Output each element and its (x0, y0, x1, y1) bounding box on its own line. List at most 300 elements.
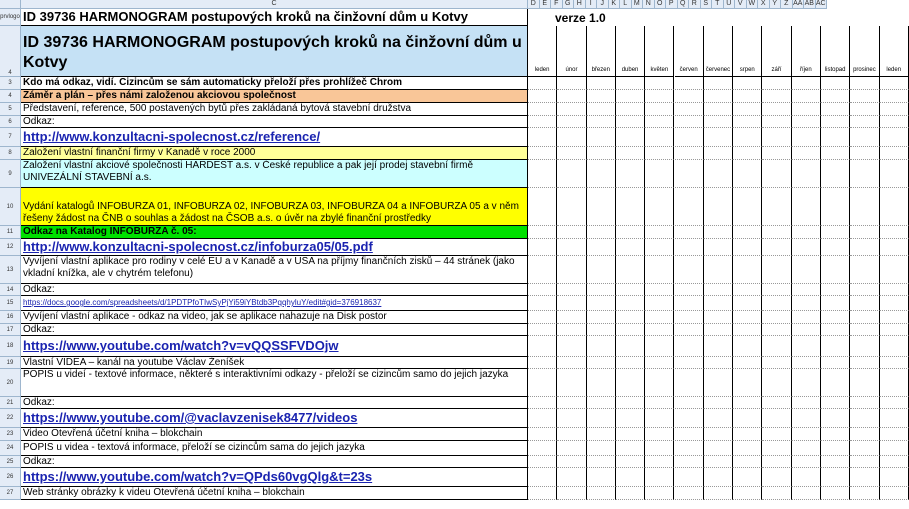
timeline-cell[interactable] (850, 324, 879, 336)
timeline-cell[interactable] (645, 441, 674, 456)
column-header[interactable]: Q (678, 0, 690, 9)
timeline-cell[interactable] (587, 160, 616, 188)
timeline-cell[interactable] (675, 487, 704, 500)
row-header[interactable]: 26 (0, 468, 21, 487)
timeline-cell[interactable] (645, 239, 674, 256)
version-cell[interactable]: verze 1.0 (555, 11, 606, 25)
timeline-cell[interactable] (528, 409, 557, 428)
hyperlink[interactable]: https://www.youtube.com/watch?v=vQQSSFVDOjw (23, 338, 339, 353)
timeline-cell[interactable] (557, 77, 586, 90)
timeline-cell[interactable] (733, 369, 762, 397)
timeline-cell[interactable] (557, 284, 586, 296)
timeline-cell[interactable] (675, 357, 704, 369)
timeline-cell[interactable] (880, 487, 909, 500)
timeline-cell[interactable] (587, 239, 616, 256)
timeline-cell[interactable] (850, 256, 879, 284)
timeline-cell[interactable] (821, 128, 850, 147)
timeline-cell[interactable] (528, 311, 557, 324)
timeline-cell[interactable] (616, 296, 645, 311)
timeline-cell[interactable] (557, 428, 586, 441)
timeline-cell[interactable] (675, 239, 704, 256)
column-header-c[interactable]: C (21, 0, 528, 9)
timeline-cell[interactable] (528, 226, 557, 239)
timeline-cell[interactable] (528, 357, 557, 369)
hyperlink[interactable]: https://www.youtube.com/@vaclavzenisek8477/videos (23, 410, 358, 425)
timeline-cell[interactable] (762, 90, 791, 103)
timeline-cell[interactable] (587, 90, 616, 103)
timeline-cell[interactable] (557, 311, 586, 324)
timeline-cell[interactable] (762, 147, 791, 160)
timeline-cell[interactable] (850, 226, 879, 239)
row-header[interactable]: 19 (0, 357, 21, 369)
timeline-cell[interactable] (733, 441, 762, 456)
timeline-cell[interactable] (557, 456, 586, 468)
timeline-cell[interactable] (645, 116, 674, 128)
timeline-cell[interactable] (645, 77, 674, 90)
timeline-cell[interactable] (528, 324, 557, 336)
timeline-cell[interactable] (587, 284, 616, 296)
column-header[interactable]: F (551, 0, 563, 9)
timeline-cell[interactable] (675, 468, 704, 487)
timeline-cell[interactable] (733, 116, 762, 128)
month-header[interactable]: březen (587, 26, 616, 77)
timeline-cell[interactable] (792, 441, 821, 456)
timeline-cell[interactable] (675, 188, 704, 226)
timeline-cell[interactable] (792, 103, 821, 116)
hyperlink[interactable]: http://www.konzultacni-spolecnost.cz/infoburza05/05.pdf (23, 239, 373, 254)
timeline-cell[interactable] (645, 284, 674, 296)
timeline-cell[interactable] (821, 77, 850, 90)
timeline-cell[interactable] (616, 311, 645, 324)
timeline-cell[interactable] (850, 311, 879, 324)
timeline-cell[interactable] (645, 409, 674, 428)
month-header[interactable]: červenec (704, 26, 733, 77)
timeline-cell[interactable] (733, 128, 762, 147)
timeline-cell[interactable] (616, 468, 645, 487)
timeline-cell[interactable] (792, 311, 821, 324)
timeline-cell[interactable] (821, 188, 850, 226)
corner-select-all[interactable] (0, 0, 21, 9)
timeline-cell[interactable] (675, 409, 704, 428)
timeline-cell[interactable] (645, 226, 674, 239)
timeline-cell[interactable] (587, 441, 616, 456)
timeline-cell[interactable] (733, 160, 762, 188)
timeline-cell[interactable] (762, 357, 791, 369)
timeline-cell[interactable] (616, 324, 645, 336)
timeline-cell[interactable] (587, 226, 616, 239)
timeline-cell[interactable] (587, 128, 616, 147)
timeline-cell[interactable] (557, 336, 586, 357)
hyperlink-cell[interactable] (21, 409, 528, 428)
timeline-cell[interactable] (880, 357, 909, 369)
timeline-cell[interactable] (821, 226, 850, 239)
timeline-cell[interactable] (792, 90, 821, 103)
row-header[interactable]: 20 (0, 369, 21, 397)
timeline-cell[interactable] (616, 77, 645, 90)
timeline-cell[interactable] (792, 456, 821, 468)
timeline-cell[interactable] (821, 103, 850, 116)
timeline-cell[interactable] (792, 409, 821, 428)
timeline-cell[interactable] (557, 128, 586, 147)
timeline-cell[interactable] (880, 409, 909, 428)
timeline-cell[interactable] (675, 160, 704, 188)
row-header[interactable]: 5 (0, 103, 21, 116)
timeline-cell[interactable] (850, 428, 879, 441)
timeline-cell[interactable] (645, 397, 674, 409)
timeline-cell[interactable] (762, 369, 791, 397)
timeline-cell[interactable] (675, 128, 704, 147)
timeline-cell[interactable] (528, 116, 557, 128)
timeline-cell[interactable] (675, 369, 704, 397)
timeline-cell[interactable] (675, 397, 704, 409)
text-cell[interactable]: Vlastní VIDEA – kanál na youtube Václav Ženíšek (21, 357, 528, 369)
timeline-cell[interactable] (821, 468, 850, 487)
column-header[interactable]: V (735, 0, 747, 9)
timeline-cell[interactable] (792, 239, 821, 256)
timeline-cell[interactable] (762, 468, 791, 487)
timeline-cell[interactable] (821, 357, 850, 369)
timeline-cell[interactable] (557, 160, 586, 188)
timeline-cell[interactable] (821, 397, 850, 409)
timeline-cell[interactable] (557, 369, 586, 397)
timeline-cell[interactable] (616, 336, 645, 357)
row-header[interactable]: 4 (0, 26, 21, 77)
month-header[interactable]: leden (880, 26, 909, 77)
text-cell[interactable]: Odkaz: (21, 116, 528, 128)
timeline-cell[interactable] (616, 441, 645, 456)
timeline-cell[interactable] (704, 226, 733, 239)
timeline-cell[interactable] (587, 324, 616, 336)
row-header[interactable]: 23 (0, 428, 21, 441)
column-header[interactable]: Y (770, 0, 782, 9)
timeline-cell[interactable] (704, 160, 733, 188)
column-header[interactable]: AB (804, 0, 814, 7)
text-cell[interactable]: Odkaz: (21, 397, 528, 409)
timeline-cell[interactable] (792, 357, 821, 369)
row-header[interactable]: prvlogo (0, 9, 21, 26)
hyperlink-cell[interactable] (21, 239, 528, 256)
timeline-cell[interactable] (675, 336, 704, 357)
timeline-cell[interactable] (880, 441, 909, 456)
timeline-cell[interactable] (557, 103, 586, 116)
timeline-cell[interactable] (762, 311, 791, 324)
timeline-cell[interactable] (762, 188, 791, 226)
timeline-cell[interactable] (587, 311, 616, 324)
text-cell[interactable]: Založení vlastní akciové společnosti HARDEST a.s. v České republice a pak její prodej stavební firmě UNIVEZÁLNÍ STAVEBNÍ a.s. (21, 160, 528, 188)
timeline-cell[interactable] (704, 77, 733, 90)
timeline-cell[interactable] (645, 256, 674, 284)
timeline-cell[interactable] (587, 357, 616, 369)
row-header[interactable]: 11 (0, 226, 21, 239)
timeline-cell[interactable] (880, 147, 909, 160)
timeline-cell[interactable] (792, 147, 821, 160)
timeline-cell[interactable] (587, 409, 616, 428)
timeline-cell[interactable] (704, 409, 733, 428)
timeline-cell[interactable] (704, 357, 733, 369)
timeline-cell[interactable] (645, 128, 674, 147)
timeline-cell[interactable] (616, 103, 645, 116)
timeline-cell[interactable] (733, 456, 762, 468)
timeline-cell[interactable] (880, 256, 909, 284)
column-header[interactable]: Z (781, 0, 793, 9)
timeline-cell[interactable] (645, 324, 674, 336)
timeline-cell[interactable] (850, 239, 879, 256)
month-header[interactable]: duben (616, 26, 645, 77)
timeline-cell[interactable] (528, 369, 557, 397)
text-cell[interactable]: Odkaz: (21, 324, 528, 336)
timeline-cell[interactable] (645, 188, 674, 226)
timeline-cell[interactable] (587, 77, 616, 90)
column-header[interactable]: D (528, 0, 540, 9)
timeline-cell[interactable] (850, 77, 879, 90)
timeline-cell[interactable] (645, 103, 674, 116)
column-header[interactable]: J (597, 0, 609, 9)
text-cell[interactable]: Vyvíjení vlastní aplikace pro rodiny v celé EU a v Kanadě a v USA na příjmy finančních zisků – 44 stránek (jako vkladní knížka, ale v chytrém telefonu) (21, 256, 528, 284)
text-cell[interactable]: Video Otevřená účetní kniha – blokchain (21, 428, 528, 441)
timeline-cell[interactable] (587, 147, 616, 160)
timeline-cell[interactable] (616, 90, 645, 103)
timeline-cell[interactable] (733, 256, 762, 284)
timeline-cell[interactable] (850, 336, 879, 357)
timeline-cell[interactable] (733, 324, 762, 336)
timeline-cell[interactable] (821, 369, 850, 397)
timeline-cell[interactable] (675, 90, 704, 103)
column-header[interactable]: K (609, 0, 621, 9)
timeline-cell[interactable] (762, 336, 791, 357)
timeline-cell[interactable] (762, 103, 791, 116)
row-header[interactable]: 27 (0, 487, 21, 500)
timeline-cell[interactable] (821, 428, 850, 441)
timeline-cell[interactable] (704, 256, 733, 284)
timeline-cell[interactable] (616, 147, 645, 160)
timeline-cell[interactable] (733, 336, 762, 357)
timeline-cell[interactable] (733, 397, 762, 409)
top-title-cell[interactable]: ID 39736 HARMONOGRAM postupových kroků na činžovní dům u Kotvy (21, 9, 528, 26)
column-header[interactable]: AA (793, 0, 803, 7)
month-header[interactable]: říjen (792, 26, 821, 77)
timeline-cell[interactable] (557, 357, 586, 369)
timeline-cell[interactable] (733, 357, 762, 369)
timeline-cell[interactable] (733, 226, 762, 239)
timeline-cell[interactable] (528, 296, 557, 311)
timeline-cell[interactable] (880, 296, 909, 311)
month-header[interactable]: červen (675, 26, 704, 77)
timeline-cell[interactable] (616, 226, 645, 239)
timeline-cell[interactable] (733, 409, 762, 428)
timeline-cell[interactable] (616, 357, 645, 369)
timeline-cell[interactable] (645, 456, 674, 468)
column-header[interactable]: H (574, 0, 586, 9)
timeline-cell[interactable] (762, 284, 791, 296)
timeline-cell[interactable] (645, 468, 674, 487)
timeline-cell[interactable] (704, 311, 733, 324)
timeline-cell[interactable] (762, 428, 791, 441)
timeline-cell[interactable] (792, 128, 821, 147)
timeline-cell[interactable] (587, 456, 616, 468)
timeline-cell[interactable] (528, 147, 557, 160)
timeline-cell[interactable] (704, 369, 733, 397)
timeline-cell[interactable] (880, 324, 909, 336)
timeline-cell[interactable] (645, 428, 674, 441)
row-header[interactable]: 22 (0, 409, 21, 428)
timeline-cell[interactable] (616, 428, 645, 441)
timeline-cell[interactable] (675, 441, 704, 456)
hyperlink[interactable]: https://www.youtube.com/watch?v=QPds60vgQlg&t=23s (23, 469, 373, 484)
timeline-cell[interactable] (733, 103, 762, 116)
text-cell[interactable]: Vyvíjení vlastní aplikace - odkaz na video, jak se aplikace nahazuje na Disk postor (21, 311, 528, 324)
timeline-cell[interactable] (733, 239, 762, 256)
timeline-cell[interactable] (528, 284, 557, 296)
month-header[interactable]: září (762, 26, 791, 77)
timeline-cell[interactable] (850, 441, 879, 456)
hyperlink-cell[interactable] (21, 296, 528, 311)
timeline-cell[interactable] (733, 188, 762, 226)
timeline-cell[interactable] (733, 77, 762, 90)
text-cell[interactable]: Záměr a plán – přes námi založenou akciovou společnost (21, 90, 528, 103)
timeline-cell[interactable] (675, 428, 704, 441)
row-header[interactable]: 16 (0, 311, 21, 324)
timeline-cell[interactable] (821, 336, 850, 357)
timeline-cell[interactable] (704, 90, 733, 103)
timeline-cell[interactable] (557, 324, 586, 336)
timeline-cell[interactable] (528, 428, 557, 441)
timeline-cell[interactable] (557, 256, 586, 284)
timeline-cell[interactable] (762, 256, 791, 284)
column-header[interactable]: N (643, 0, 655, 9)
timeline-cell[interactable] (616, 456, 645, 468)
timeline-cell[interactable] (733, 311, 762, 324)
timeline-cell[interactable] (850, 188, 879, 226)
timeline-cell[interactable] (733, 487, 762, 500)
row-header[interactable]: 12 (0, 239, 21, 256)
timeline-cell[interactable] (704, 397, 733, 409)
timeline-cell[interactable] (850, 103, 879, 116)
timeline-cell[interactable] (792, 369, 821, 397)
timeline-cell[interactable] (733, 284, 762, 296)
timeline-cell[interactable] (557, 116, 586, 128)
column-header[interactable]: S (701, 0, 713, 9)
timeline-cell[interactable] (880, 456, 909, 468)
timeline-cell[interactable] (733, 147, 762, 160)
timeline-cell[interactable] (762, 487, 791, 500)
timeline-cell[interactable] (792, 336, 821, 357)
timeline-cell[interactable] (587, 188, 616, 226)
hyperlink[interactable]: http://www.konzultacni-spolecnost.cz/reference/ (23, 129, 321, 144)
text-cell[interactable]: Představení, reference, 500 postavených bytů přes zakládaná bytová stavební družstva (21, 103, 528, 116)
timeline-cell[interactable] (587, 468, 616, 487)
timeline-cell[interactable] (557, 409, 586, 428)
timeline-cell[interactable] (821, 256, 850, 284)
timeline-cell[interactable] (704, 128, 733, 147)
timeline-cell[interactable] (675, 226, 704, 239)
timeline-cell[interactable] (616, 256, 645, 284)
timeline-cell[interactable] (821, 90, 850, 103)
timeline-cell[interactable] (821, 147, 850, 160)
timeline-cell[interactable] (792, 397, 821, 409)
timeline-cell[interactable] (645, 90, 674, 103)
row-header[interactable]: 24 (0, 441, 21, 456)
timeline-cell[interactable] (880, 369, 909, 397)
timeline-cell[interactable] (733, 296, 762, 311)
timeline-cell[interactable] (587, 428, 616, 441)
timeline-cell[interactable] (528, 239, 557, 256)
timeline-cell[interactable] (616, 239, 645, 256)
timeline-cell[interactable] (557, 468, 586, 487)
column-header[interactable]: W (747, 0, 759, 9)
row-header[interactable]: 17 (0, 324, 21, 336)
text-cell[interactable]: POPIS u videa - textová informace, přeloží se cizincům sama do jejich jazyka (21, 441, 528, 456)
column-header[interactable]: I (586, 0, 598, 9)
timeline-cell[interactable] (557, 226, 586, 239)
hyperlink[interactable]: https://docs.google.com/spreadsheets/d/1PDTPfoTIwSyPjYi59iYBtdb3PqqhyluY/edit#gid=376918637 (23, 298, 382, 307)
timeline-cell[interactable] (675, 324, 704, 336)
timeline-cell[interactable] (733, 90, 762, 103)
column-header[interactable]: T (712, 0, 724, 9)
row-header[interactable]: 18 (0, 336, 21, 357)
timeline-cell[interactable] (704, 116, 733, 128)
column-header[interactable]: R (689, 0, 701, 9)
timeline-cell[interactable] (528, 256, 557, 284)
timeline-cell[interactable] (675, 456, 704, 468)
timeline-cell[interactable] (528, 160, 557, 188)
timeline-cell[interactable] (616, 409, 645, 428)
timeline-cell[interactable] (587, 296, 616, 311)
timeline-cell[interactable] (821, 324, 850, 336)
timeline-cell[interactable] (528, 468, 557, 487)
timeline-cell[interactable] (616, 128, 645, 147)
timeline-cell[interactable] (675, 296, 704, 311)
timeline-cell[interactable] (704, 487, 733, 500)
timeline-cell[interactable] (557, 487, 586, 500)
timeline-cell[interactable] (821, 284, 850, 296)
text-cell[interactable]: Web stránky obrázky k videu Otevřená účetní kniha – blokchain (21, 487, 528, 500)
timeline-cell[interactable] (645, 160, 674, 188)
timeline-cell[interactable] (557, 147, 586, 160)
timeline-cell[interactable] (704, 239, 733, 256)
timeline-cell[interactable] (762, 397, 791, 409)
month-header[interactable]: leden (528, 26, 557, 77)
timeline-cell[interactable] (528, 487, 557, 500)
timeline-cell[interactable] (792, 468, 821, 487)
timeline-cell[interactable] (880, 103, 909, 116)
timeline-cell[interactable] (850, 357, 879, 369)
timeline-cell[interactable] (880, 468, 909, 487)
timeline-cell[interactable] (850, 160, 879, 188)
row-header[interactable]: 6 (0, 116, 21, 128)
timeline-cell[interactable] (762, 441, 791, 456)
row-header[interactable]: 10 (0, 188, 21, 226)
timeline-cell[interactable] (850, 369, 879, 397)
timeline-cell[interactable] (850, 90, 879, 103)
timeline-cell[interactable] (762, 409, 791, 428)
timeline-cell[interactable] (792, 77, 821, 90)
timeline-cell[interactable] (645, 296, 674, 311)
timeline-cell[interactable] (587, 397, 616, 409)
timeline-cell[interactable] (792, 160, 821, 188)
timeline-cell[interactable] (645, 311, 674, 324)
column-header[interactable]: G (563, 0, 575, 9)
text-cell[interactable]: Založení vlastní finanční firmy v Kanadě v roce 2000 (21, 147, 528, 160)
row-header[interactable]: 3 (0, 77, 21, 90)
timeline-cell[interactable] (821, 441, 850, 456)
timeline-cell[interactable] (587, 487, 616, 500)
timeline-cell[interactable] (880, 336, 909, 357)
timeline-cell[interactable] (880, 284, 909, 296)
month-header[interactable]: srpen (733, 26, 762, 77)
timeline-cell[interactable] (792, 116, 821, 128)
timeline-cell[interactable] (880, 397, 909, 409)
timeline-cell[interactable] (675, 116, 704, 128)
